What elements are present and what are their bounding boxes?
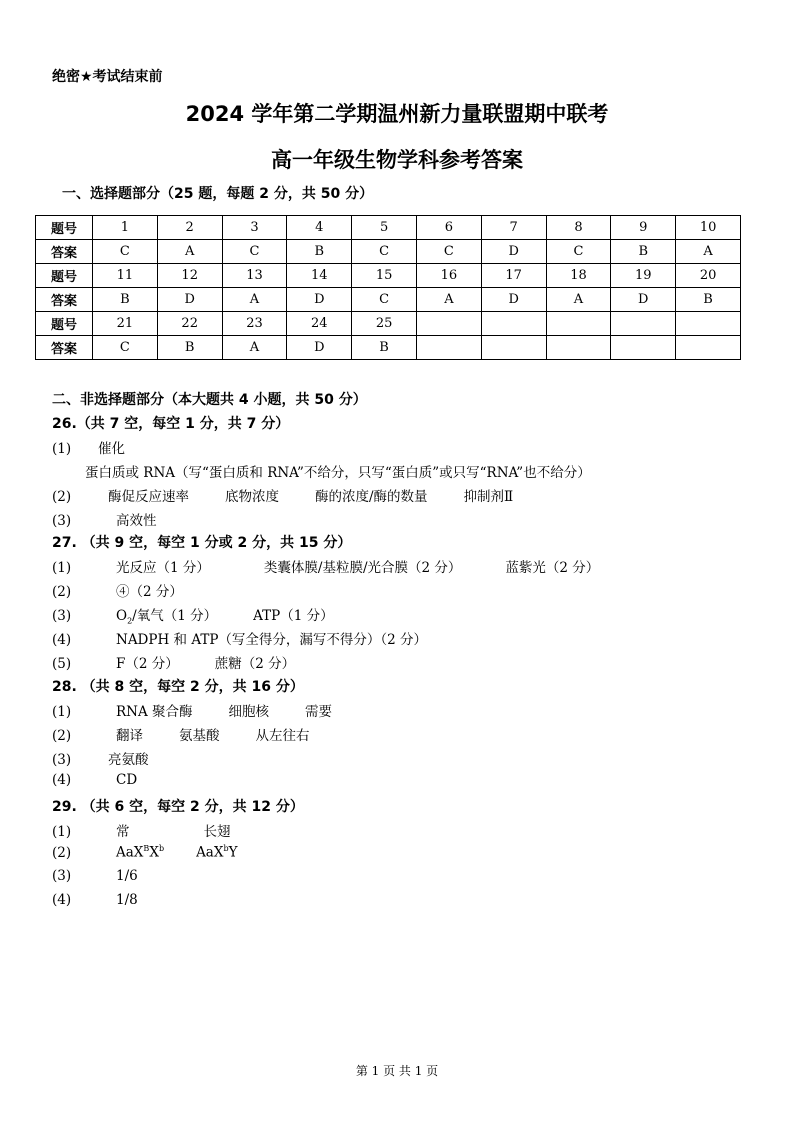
answer-cell: A — [222, 336, 287, 360]
q27-4-answer: NADPH 和 ATP（写全得分，漏写不得分）（2 分） — [116, 632, 428, 648]
q29-line-2 — [52, 844, 274, 861]
q26-2-answer-d: 抑制剂Ⅱ — [463, 489, 514, 505]
q29-line-1 — [52, 820, 267, 840]
answer-cell: B — [157, 336, 222, 360]
q29-1-num: (1) — [52, 824, 72, 840]
q28-3-answer: 亮氨酸 — [108, 752, 149, 768]
q27-2-answer: ④（2 分） — [116, 584, 183, 600]
question-cell — [676, 312, 741, 336]
q26-2-answer-c: 酶的浓度/酶的数量 — [315, 489, 428, 505]
question-cell: 7 — [481, 216, 546, 240]
question-cell: 17 — [481, 264, 546, 288]
answer-cell: D — [481, 240, 546, 264]
q27-3-answer-b: ATP（1 分） — [253, 608, 334, 624]
answer-cell: C — [352, 288, 417, 312]
confidential-mark: 绝密★考试结束前 — [52, 69, 163, 85]
question-cell: 4 — [287, 216, 352, 240]
question-cell: 20 — [676, 264, 741, 288]
answer-cell: A — [546, 288, 611, 312]
q26-2-answer-a: 酶促反应速率 — [108, 489, 189, 505]
q27-line-2 — [52, 580, 219, 600]
q28-line-3 — [52, 748, 185, 768]
question-cell: 24 — [287, 312, 352, 336]
q26-line-2 — [52, 485, 549, 505]
q26-heading: 26.（共 7 空，每空 1 分，共 7 分） — [52, 416, 290, 432]
q28-4-num: (4) — [52, 772, 72, 788]
q27-1-answer-c: 蓝紫光（2 分） — [505, 560, 600, 576]
q28-4-answer: CD — [116, 772, 138, 788]
table-row — [36, 312, 741, 336]
question-cell: 11 — [93, 264, 158, 288]
question-row-label: 题号 — [36, 216, 93, 240]
answer-cell: A — [222, 288, 287, 312]
answer-cell: B — [352, 336, 417, 360]
q28-2-num: (2) — [52, 728, 72, 744]
q26-line-1 — [52, 437, 161, 457]
question-cell — [546, 312, 611, 336]
q26-2-answer-b: 底物浓度 — [225, 489, 279, 505]
answer-cell — [481, 336, 546, 360]
answer-cell: C — [416, 240, 481, 264]
q27-line-5 — [52, 652, 331, 672]
answer-cell: C — [352, 240, 417, 264]
answer-row-label: 答案 — [36, 240, 93, 264]
answer-cell: C — [222, 240, 287, 264]
q29-4-num: (4) — [52, 892, 72, 908]
question-cell: 16 — [416, 264, 481, 288]
question-cell — [481, 312, 546, 336]
q28-2-answer-a: 翻译 — [116, 728, 143, 744]
q29-2-answer-b — [196, 844, 237, 861]
question-cell: 18 — [546, 264, 611, 288]
answer-cell: D — [611, 288, 676, 312]
page-footer: 第 1 页 共 1 页 — [355, 1064, 439, 1078]
q29-2-num: (2) — [52, 844, 72, 861]
q26-1-num: (1) — [52, 441, 72, 457]
question-cell: 23 — [222, 312, 287, 336]
q27-1-num: (1) — [52, 560, 72, 576]
q27-3-o: O — [116, 608, 128, 624]
q27-5-answer-a: F（2 分） — [116, 656, 179, 672]
q28-1-num: (1) — [52, 704, 72, 720]
answer-cell — [416, 336, 481, 360]
q29-2-answer-a — [116, 844, 164, 861]
question-cell: 22 — [157, 312, 222, 336]
question-cell: 9 — [611, 216, 676, 240]
q27-1-answer-a: 光反应（1 分） — [116, 560, 210, 576]
question-row-label: 题号 — [36, 312, 93, 336]
q29-2a-sup2: b — [158, 844, 165, 853]
question-cell — [416, 312, 481, 336]
q27-3-oxygen: /氧气（1 分） — [132, 608, 218, 624]
table-row — [36, 240, 741, 264]
q29-2a-base: AaX — [116, 844, 144, 861]
answer-row-label: 答案 — [36, 336, 93, 360]
answer-cell: B — [611, 240, 676, 264]
answer-cell: A — [676, 240, 741, 264]
question-cell: 3 — [222, 216, 287, 240]
q27-heading: 27. （共 9 空，每空 1 分或 2 分，共 15 分） — [52, 535, 352, 551]
q27-line-3 — [52, 604, 370, 626]
question-cell: 19 — [611, 264, 676, 288]
answer-cell: C — [93, 240, 158, 264]
q29-1-answer-a: 常 — [116, 824, 130, 840]
answer-cell: C — [93, 336, 158, 360]
q29-2a-sup1: B — [143, 844, 150, 853]
question-cell: 1 — [93, 216, 158, 240]
part2-heading: 二、非选择题部分（本大题共 4 小题，共 50 分） — [52, 392, 367, 408]
q28-heading: 28. （共 8 空，每空 2 分，共 16 分） — [52, 679, 304, 695]
q27-1-answer-b: 类囊体膜/基粒膜/光合膜（2 分） — [263, 560, 462, 576]
q29-line-3 — [52, 868, 174, 884]
q28-3-num: (3) — [52, 752, 72, 768]
q28-line-4 — [52, 772, 173, 788]
answer-cell — [546, 336, 611, 360]
q28-2-answer-b: 氨基酸 — [179, 728, 220, 744]
question-cell: 25 — [352, 312, 417, 336]
answer-row-label: 答案 — [36, 288, 93, 312]
exam-title: 2024 学年第二学期温州新力量联盟期中联考 — [185, 102, 609, 126]
q27-line-1 — [52, 556, 635, 576]
table-row — [36, 336, 741, 360]
q29-2b-sup: b — [223, 844, 229, 853]
answer-cell: C — [546, 240, 611, 264]
q29-2b-base: AaX — [196, 844, 224, 861]
q29-3-num: (3) — [52, 868, 72, 884]
answer-cell: D — [157, 288, 222, 312]
q26-line-3 — [52, 509, 193, 529]
table-row — [36, 264, 741, 288]
q27-line-4 — [52, 628, 463, 648]
exam-subtitle: 高一年级生物学科参考答案 — [271, 148, 523, 172]
question-cell: 13 — [222, 264, 287, 288]
q26-note: 蛋白质或 RNA（写“蛋白质和 RNA”不给分，只写“蛋白质”或只写“RNA”也不给分） — [85, 465, 591, 481]
answer-table — [35, 215, 741, 360]
answer-cell: B — [287, 240, 352, 264]
question-cell: 8 — [546, 216, 611, 240]
q29-2b-end: Y — [228, 844, 238, 861]
answer-cell: A — [416, 288, 481, 312]
question-cell: 10 — [676, 216, 741, 240]
answer-cell: D — [481, 288, 546, 312]
q28-1-answer-a: RNA 聚合酶 — [116, 704, 193, 720]
answer-cell — [676, 336, 741, 360]
question-cell — [611, 312, 676, 336]
q29-2a-mid: X — [149, 844, 159, 861]
q27-3-answer-a — [116, 604, 217, 626]
answer-cell: D — [287, 288, 352, 312]
q28-1-answer-c: 需要 — [305, 704, 333, 720]
table-row — [36, 216, 741, 240]
q27-5-num: (5) — [52, 656, 72, 672]
q26-3-answer: 高效性 — [116, 513, 157, 529]
table-row — [36, 288, 741, 312]
q29-3-answer: 1/6 — [116, 868, 138, 884]
question-cell: 15 — [352, 264, 417, 288]
q27-3-num: (3) — [52, 608, 72, 624]
q29-heading: 29. （共 6 空，每空 2 分，共 12 分） — [52, 799, 304, 815]
question-row-label: 题号 — [36, 264, 93, 288]
question-cell: 21 — [93, 312, 158, 336]
answer-cell: B — [676, 288, 741, 312]
q27-3-sub: 2 — [127, 616, 133, 626]
answer-cell: A — [157, 240, 222, 264]
q26-3-num: (3) — [52, 513, 72, 529]
question-cell: 12 — [157, 264, 222, 288]
q29-line-4 — [52, 892, 174, 908]
answer-cell — [611, 336, 676, 360]
q27-5-answer-b: 蔗糖（2 分） — [214, 656, 296, 672]
question-cell: 2 — [157, 216, 222, 240]
q26-2-num: (2) — [52, 489, 72, 505]
q29-1-answer-b: 长翅 — [203, 824, 231, 840]
q27-4-num: (4) — [52, 632, 72, 648]
q26-1-answer: 催化 — [98, 441, 125, 457]
q28-1-answer-b: 细胞核 — [228, 704, 270, 720]
question-cell: 6 — [416, 216, 481, 240]
q28-line-2 — [52, 724, 346, 744]
q27-2-num: (2) — [52, 584, 72, 600]
answer-cell: B — [93, 288, 158, 312]
q29-4-answer: 1/8 — [116, 892, 138, 908]
answer-cell: D — [287, 336, 352, 360]
question-cell: 14 — [287, 264, 352, 288]
q28-line-1 — [52, 700, 368, 720]
question-cell: 5 — [352, 216, 417, 240]
q28-2-answer-c: 从左往右 — [255, 728, 310, 744]
part1-heading: 一、选择题部分（25 题，每题 2 分，共 50 分） — [62, 186, 374, 202]
